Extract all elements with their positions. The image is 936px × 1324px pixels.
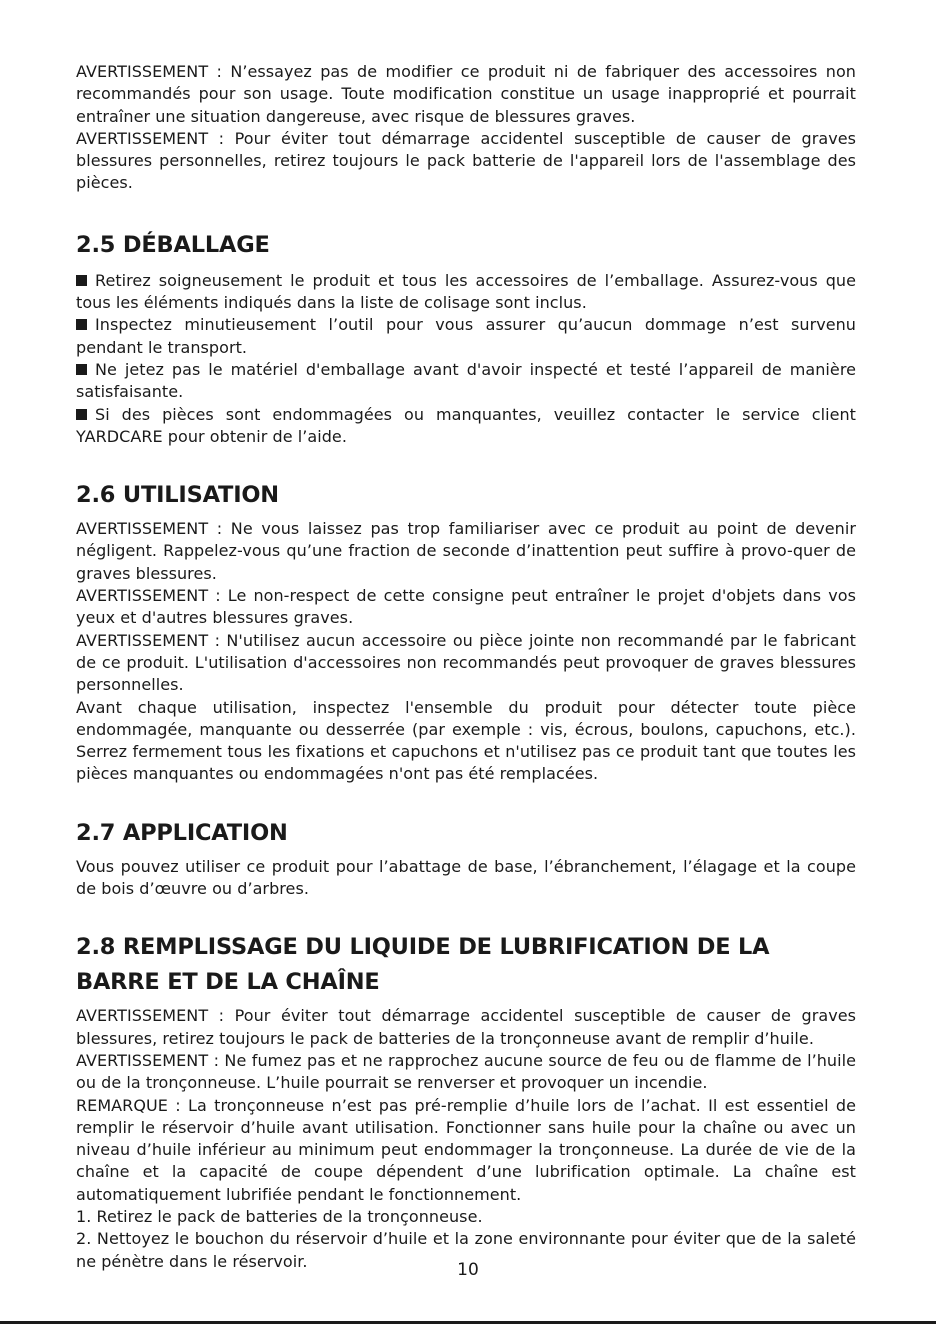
oil-paragraph: REMARQUE : La tronçonneuse n’est pas pré-remplie d’huile lors de l’achat. Il est essentiel de remplir le réservoir d’huile avant utilisation. Fonctionner sans huile pour la chaîne ou avec un niveau d’huile inférieur au minimum peut endommager la tronçonneuse. La durée de vie de la chaîne et la capacité de coupe dépendent d’une lubrification optimale. La chaîne est automatiquement lubrifiée pendant le fonctionnement. xyxy=(76,1095,856,1204)
oil-paragraph: AVERTISSEMENT : Pour éviter tout démarrage accidentel susceptible de causer de graves blessures, retirez toujours le pack de batteries de la tronçonneuse avant de remplir d’huile. xyxy=(76,1006,856,1048)
use-paragraph: AVERTISSEMENT : Le non-respect de cette consigne peut entraîner le projet d'objets dans vos yeux et d'autres blessures graves. xyxy=(76,586,856,628)
use-paragraph: AVERTISSEMENT : N'utilisez aucun accessoire ou pièce jointe non recommandé par le fabricant de ce produit. L'utilisation d'accessoires non recommandés peut provoquer de graves blessures personnelles. xyxy=(76,630,856,695)
section-title-application: 2.7 APPLICATION xyxy=(76,819,288,846)
application-paragraph: Vous pouvez utiliser ce produit pour l’abattage de base, l’ébranchement, l’élagage et la coupe de bois d’œuvre ou d’arbres. xyxy=(76,856,856,899)
use-paragraph: AVERTISSEMENT : Ne vous laissez pas trop familiariser avec ce produit au point de devenir négligent. Rappelez-vous qu’une fraction de seconde d’inattention peut suffire à provo-quer de graves blessures. xyxy=(76,519,856,583)
oil-paragraph: AVERTISSEMENT : Ne fumez pas et ne rapprochez aucune source de feu ou de flamme de l’huile ou de la tronçonneuse. L’huile pourrait se renverser et provoquer un incendie. xyxy=(76,1050,856,1093)
oil-step: 1. Retirez le pack de batteries de la tronçonneuse. xyxy=(76,1206,483,1226)
oil-step: 2. Nettoyez le bouchon du réservoir d’huile et la zone environnante pour éviter que de la saleté ne pénètre dans le réservoir. xyxy=(76,1229,856,1271)
use-paragraph: Avant chaque utilisation, inspectez l'ensemble du produit pour détecter toute pièce endommagée, manquante ou desserrée (par exemple : vis, écrous, boulons, capuchons, etc.). Serrez fermement tous les fixations et capuchons et n'utilisez pas ce produit tant que toutes les pièces manquantes ou endommagées n'ont pas été remplacées. xyxy=(76,697,856,784)
bullet-item: Ne jetez pas le matériel d'emballage avant d'avoir inspecté et testé l’appareil de manière satisfaisante. xyxy=(76,359,856,404)
manual-page xyxy=(76,61,856,1273)
intro-warning-battery: AVERTISSEMENT : Pour éviter tout démarrage accidentel susceptible de causer de graves blessures personnelles, retirez toujours le pack batterie de l'appareil lors de l'assemblage des pièces. xyxy=(76,128,856,193)
bullet-item: Retirez soigneusement le produit et tous les accessoires de l’emballage. Assurez-vous que tous les éléments indiqués dans la liste de colisage sont inclus. xyxy=(76,270,856,315)
bullet-item: Inspectez minutieusement l’outil pour vous assurer qu’aucun dommage n’est survenu pendant le transport. xyxy=(76,314,856,359)
page-number: 10 xyxy=(457,1260,479,1280)
intro-warning-modification: AVERTISSEMENT : N’essayez pas de modifier ce produit ni de fabriquer des accessoires non recommandés pour son usage. Toute modification constitue un usage inapproprié et pourrait entraîner une situation dangereuse, avec risque de blessures graves. xyxy=(76,62,856,126)
bullet-item: Si des pièces sont endommagées ou manquantes, veuillez contacter le service client YARDCARE pour obtenir de l’aide. xyxy=(76,404,856,449)
section-title-oil-filling: 2.8 REMPLISSAGE DU LIQUIDE DE LUBRIFICATION DE LA BARRE ET DE LA CHAÎNE xyxy=(76,934,770,996)
section-title-unpacking: 2.5 DÉBALLAGE xyxy=(76,231,270,258)
section-title-use: 2.6 UTILISATION xyxy=(76,482,279,509)
